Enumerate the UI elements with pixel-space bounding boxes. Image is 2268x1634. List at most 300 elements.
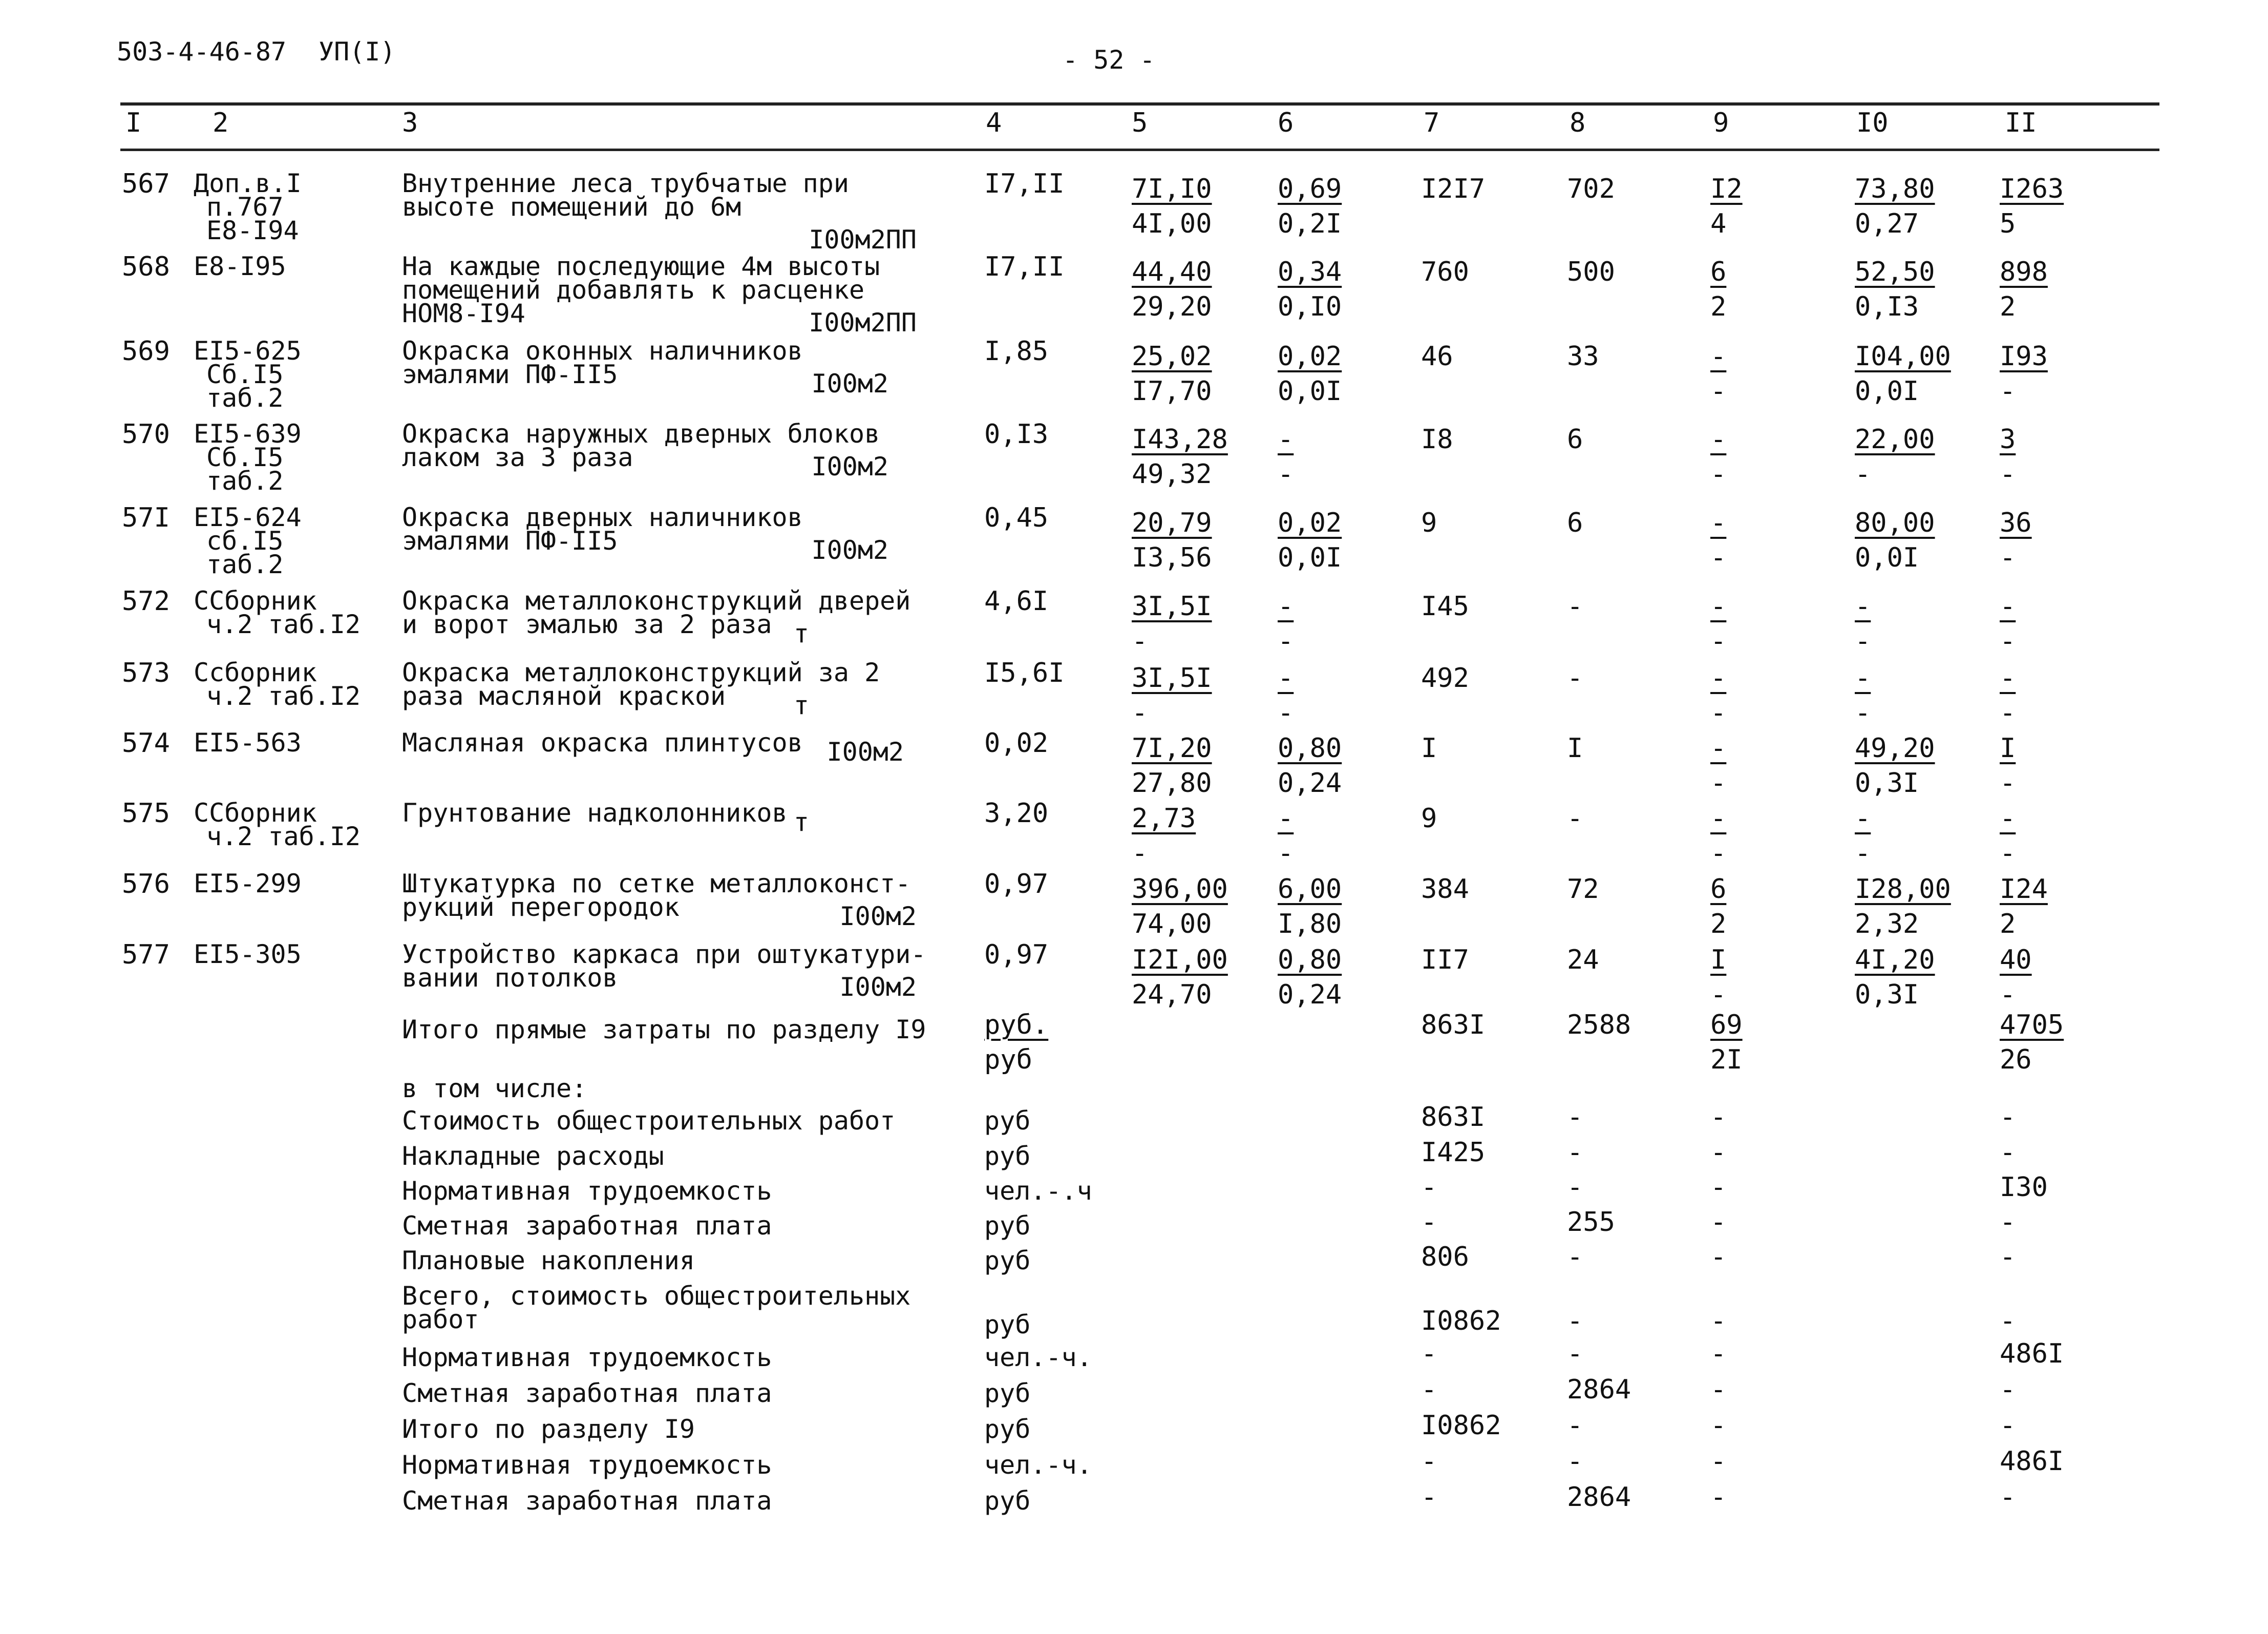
row-c5-top: 20,79 [1132, 508, 1212, 538]
summary-c9: - [1710, 1207, 1727, 1238]
row-c5-top: I2I,00 [1132, 945, 1228, 975]
col-header-4: 4 [986, 108, 1002, 138]
row-unit: I00м2 [839, 902, 917, 931]
row-c11-top: 36 [2000, 508, 2032, 538]
summary-label-line: Нормативная трудоемкость [402, 1450, 772, 1480]
row-c9-top: - [1710, 663, 1727, 694]
summary-c9: - [1710, 1242, 1727, 1272]
row-c6-bottom: - [1278, 698, 1294, 728]
row-c10-bottom: 0,0I [1855, 376, 1919, 407]
summary-c9: - [1710, 1338, 1727, 1369]
row-c6-top: 0,02 [1278, 341, 1342, 372]
row-quantity: I7,II [984, 169, 1065, 199]
table-top-rule [120, 102, 2159, 106]
summary-c11: I30 [2000, 1172, 2048, 1203]
row-c5-top: 2,73 [1132, 803, 1196, 834]
summary-c7: - [1421, 1446, 1437, 1477]
row-c6-bottom: I,80 [1278, 909, 1342, 939]
row-number: 569 [122, 336, 170, 367]
row-name-line: НОМ8-I94 [402, 299, 525, 328]
summary-c7: 863I [1421, 1102, 1486, 1133]
row-number: 57I [122, 502, 170, 533]
row-c5-bottom: 29,20 [1132, 291, 1212, 322]
row-c9-top: - [1710, 424, 1727, 455]
summary-c11: - [2000, 1207, 2016, 1238]
row-name-line: Окраска дверных наличников [402, 502, 803, 532]
row-c6-top: 0,69 [1278, 174, 1342, 204]
row-c10-bottom: 2,32 [1855, 909, 1919, 939]
row-c6-top: - [1278, 663, 1294, 694]
col-header-3: 3 [402, 108, 418, 138]
summary-c7: I0862 [1421, 1306, 1501, 1336]
row-name-line: Окраска оконных наличников [402, 336, 803, 366]
summary-c9: - [1710, 1137, 1727, 1168]
row-c11-bottom: - [2000, 768, 2016, 799]
col-header-2: 2 [213, 108, 229, 138]
row-unit: т [793, 619, 809, 648]
summary-c11: - [2000, 1242, 2016, 1272]
row-c6-bottom: - [1278, 838, 1294, 869]
row-c9-top: - [1710, 733, 1727, 764]
row-number: 576 [122, 869, 170, 899]
row-c6-bottom: 0,0I [1278, 376, 1342, 407]
row-number: 577 [122, 939, 170, 970]
row-c9-top: I2 [1710, 174, 1743, 204]
row-name-line: и ворот эмалью за 2 раза [402, 610, 772, 639]
row-c10-top: - [1855, 803, 1871, 834]
row-c10-bottom: - [1855, 838, 1871, 869]
row-c7: 9 [1421, 803, 1437, 834]
row-code-line: таб.2 [206, 383, 284, 413]
row-unit: I00м2 [811, 535, 888, 565]
summary-unit: руб [984, 1106, 1031, 1136]
row-c9-bottom: - [1710, 542, 1727, 573]
summary-label-line: Сметная заработная плата [402, 1211, 772, 1241]
totals-unit-top: руб. [984, 1010, 1049, 1040]
row-c6-bottom: 0,0I [1278, 542, 1342, 573]
row-c8: - [1567, 803, 1583, 834]
summary-c7: I0862 [1421, 1410, 1501, 1441]
summary-unit: чел.-ч. [984, 1343, 1092, 1372]
totals-unit-bottom: руб [984, 1044, 1032, 1075]
row-code-line: ССборник [194, 586, 317, 616]
row-name-line: На каждые последующие 4м высоты [402, 252, 880, 281]
row-c7: 760 [1421, 257, 1469, 287]
row-c11-top: - [2000, 663, 2016, 694]
summary-c8: - [1567, 1172, 1583, 1203]
row-c6-bottom: 0,I0 [1278, 291, 1342, 322]
row-code-line: п.767 [206, 192, 284, 222]
row-c11-top: 3 [2000, 424, 2016, 455]
col-header-6: 6 [1278, 108, 1294, 138]
summary-c7: - [1421, 1207, 1437, 1238]
row-c10-top: I28,00 [1855, 874, 1951, 905]
summary-c9: - [1710, 1446, 1727, 1477]
summary-c9: - [1710, 1102, 1727, 1133]
row-c9-bottom: - [1710, 376, 1727, 407]
totals-c8: 2588 [1567, 1010, 1631, 1040]
row-c7: 492 [1421, 663, 1469, 694]
row-name-line: Устройство каркаса при оштукатури- [402, 939, 926, 969]
summary-label-line: работ [402, 1305, 479, 1334]
row-number: 573 [122, 658, 170, 688]
row-c5-bottom: - [1132, 698, 1148, 728]
row-name-line: Окраска металлоконструкций за 2 [402, 658, 880, 687]
row-quantity: I5,6I [984, 658, 1065, 688]
totals-c9-top: 69 [1710, 1010, 1743, 1040]
row-code-line: ЕI5-305 [194, 939, 302, 969]
row-c9-top: - [1710, 803, 1727, 834]
row-c10-top: I04,00 [1855, 341, 1951, 372]
col-header-9: 9 [1713, 108, 1729, 138]
row-code-line: ЕI5-624 [194, 502, 302, 532]
row-c11-bottom: - [2000, 698, 2016, 728]
summary-label-line: Итого по разделу I9 [402, 1414, 695, 1444]
row-c9-bottom: 4 [1710, 208, 1727, 239]
row-c9-top: - [1710, 591, 1727, 622]
row-c8: 33 [1567, 341, 1599, 372]
summary-label-line: Нормативная трудоемкость [402, 1176, 772, 1206]
row-c6-top: 0,02 [1278, 508, 1342, 538]
row-name-line: эмалями ПФ-II5 [402, 360, 618, 389]
row-c11-top: I93 [2000, 341, 2048, 372]
row-c5-bottom: 74,00 [1132, 909, 1212, 939]
row-c7: I [1421, 733, 1437, 764]
row-c6-top: - [1278, 591, 1294, 622]
row-code-line: ЕI5-639 [194, 419, 302, 449]
summary-unit: чел.-ч. [984, 1450, 1092, 1480]
summary-c8: - [1567, 1102, 1583, 1133]
table-header-rule [120, 149, 2159, 151]
row-name-line: Грунтование надколонников [402, 798, 788, 828]
row-name-line: Окраска металлоконструкций дверей [402, 586, 911, 616]
row-c6-top: - [1278, 803, 1294, 834]
row-c6-top: 0,34 [1278, 257, 1342, 287]
row-c10-top: - [1855, 663, 1871, 694]
row-c9-bottom: - [1710, 768, 1727, 799]
row-name-line: рукций перегородок [402, 892, 680, 922]
row-c10-bottom: - [1855, 459, 1871, 490]
row-name-line: Окраска наружных дверных блоков [402, 419, 880, 449]
row-name-line: Штукатурка по сетке металлоконст- [402, 869, 911, 898]
row-c8: 72 [1567, 874, 1599, 905]
row-c9-bottom: - [1710, 838, 1727, 869]
summary-c9: - [1710, 1172, 1727, 1203]
col-header-7: 7 [1424, 108, 1440, 138]
row-unit: I00м2 [839, 972, 917, 1002]
summary-c8: - [1567, 1242, 1583, 1272]
row-code-line: таб.2 [206, 466, 284, 496]
row-number: 575 [122, 798, 170, 829]
row-code-line: Доп.в.I [194, 169, 302, 198]
row-c5-bottom: I7,70 [1132, 376, 1212, 407]
summary-label-line: Плановые накопления [402, 1246, 695, 1275]
row-c11-top: - [2000, 803, 2016, 834]
row-c7: 9 [1421, 508, 1437, 538]
row-c11-bottom: - [2000, 459, 2016, 490]
row-c10-bottom: 0,3I [1855, 979, 1919, 1010]
row-c7: I2I7 [1421, 174, 1486, 204]
row-name-line: высоте помещений до 6м [402, 192, 741, 222]
row-name-line: вании потолков [402, 963, 618, 993]
album-number: УП(I) [319, 37, 396, 67]
summary-label-line: Сметная заработная плата [402, 1486, 772, 1516]
row-code-line: Е8-I94 [206, 216, 299, 245]
row-quantity: 0,97 [984, 869, 1049, 899]
row-c6-top: - [1278, 424, 1294, 455]
row-c7: I8 [1421, 424, 1453, 455]
row-c5-bottom: - [1132, 626, 1148, 657]
totals-c11-top: 4705 [2000, 1010, 2064, 1040]
col-header-8: 8 [1570, 108, 1586, 138]
row-quantity: 0,45 [984, 502, 1049, 533]
row-code-line: Е8-I95 [194, 252, 286, 281]
summary-c8: - [1567, 1446, 1583, 1477]
summary-c9: - [1710, 1374, 1727, 1405]
row-c7: II7 [1421, 945, 1469, 975]
row-quantity: 0,I3 [984, 419, 1049, 450]
row-c6-bottom: 0,2I [1278, 208, 1342, 239]
row-c10-bottom: - [1855, 698, 1871, 728]
summary-c11: - [2000, 1410, 2016, 1441]
row-c11-bottom: 2 [2000, 291, 2016, 322]
including-label: в том числе: [402, 1074, 587, 1103]
row-c9-bottom: - [1710, 698, 1727, 728]
row-number: 574 [122, 728, 170, 759]
row-c6-bottom: 0,24 [1278, 979, 1342, 1010]
row-c10-top: 52,50 [1855, 257, 1935, 287]
row-unit: I00м2 [811, 452, 888, 481]
summary-c7: - [1421, 1172, 1437, 1203]
summary-c11: 486I [2000, 1338, 2064, 1369]
summary-c7: I425 [1421, 1137, 1486, 1168]
page-number: - 52 - [1063, 45, 1155, 75]
row-c10-bottom: 0,0I [1855, 542, 1919, 573]
row-c8: 6 [1567, 508, 1583, 538]
summary-c8: 255 [1567, 1207, 1615, 1238]
totals-c7: 863I [1421, 1010, 1486, 1040]
row-c5-bottom: 27,80 [1132, 768, 1212, 799]
row-c6-top: 0,80 [1278, 733, 1342, 764]
row-c8: - [1567, 663, 1583, 694]
summary-c11: 486I [2000, 1446, 2064, 1477]
totals-c11-bottom: 26 [2000, 1044, 2032, 1075]
row-quantity: I,85 [984, 336, 1049, 367]
row-c9-top: - [1710, 508, 1727, 538]
row-code-line: ЕI5-625 [194, 336, 302, 366]
summary-c8: - [1567, 1137, 1583, 1168]
row-c10-top: 22,00 [1855, 424, 1935, 455]
row-c9-bottom: - [1710, 979, 1727, 1010]
row-c7: 46 [1421, 341, 1453, 372]
row-name-line: раза масляной краской [402, 681, 726, 711]
row-c8: 6 [1567, 424, 1583, 455]
summary-label-line: Накладные расходы [402, 1141, 664, 1171]
row-unit: I00м2 [826, 737, 904, 767]
row-unit: I00м2ПП [809, 308, 917, 338]
row-c9-top: 6 [1710, 874, 1727, 905]
row-c9-bottom: 2 [1710, 909, 1727, 939]
summary-unit: руб [984, 1211, 1031, 1241]
col-header-11: II [2005, 108, 2037, 138]
row-c8: 500 [1567, 257, 1615, 287]
row-unit: I00м2ПП [809, 225, 917, 255]
row-c6-bottom: - [1278, 459, 1294, 490]
row-c7: 384 [1421, 874, 1469, 905]
row-c11-top: I263 [2000, 174, 2064, 204]
col-header-5: 5 [1132, 108, 1148, 138]
summary-c11: - [2000, 1306, 2016, 1336]
summary-unit: руб [984, 1414, 1031, 1444]
totals-c9-bottom: 2I [1710, 1044, 1743, 1075]
summary-c8: - [1567, 1410, 1583, 1441]
row-c5-top: 7I,I0 [1132, 174, 1212, 204]
row-c5-top: 25,02 [1132, 341, 1212, 372]
summary-c8: - [1567, 1306, 1583, 1336]
row-code-line: Сб.I5 [206, 360, 284, 389]
col-header-10: I0 [1856, 108, 1889, 138]
row-c11-top: I [2000, 733, 2016, 764]
row-c5-bottom: I3,56 [1132, 542, 1212, 573]
row-c6-top: 0,80 [1278, 945, 1342, 975]
row-unit: I00м2 [811, 369, 888, 399]
row-c5-top: 3I,5I [1132, 663, 1212, 694]
row-c11-bottom: 2 [2000, 909, 2016, 939]
row-c11-bottom: - [2000, 542, 2016, 573]
row-c10-top: 4I,20 [1855, 945, 1935, 975]
row-c5-bottom: 49,32 [1132, 459, 1212, 490]
summary-c7: - [1421, 1374, 1437, 1405]
row-c9-top: - [1710, 341, 1727, 372]
summary-label-line: Сметная заработная плата [402, 1378, 772, 1408]
row-c11-top: 40 [2000, 945, 2032, 975]
summary-c7: 806 [1421, 1242, 1469, 1272]
row-c9-bottom: - [1710, 459, 1727, 490]
summary-unit: руб [984, 1141, 1031, 1171]
row-number: 572 [122, 586, 170, 617]
row-c6-top: 6,00 [1278, 874, 1342, 905]
row-c11-bottom: 5 [2000, 208, 2016, 239]
summary-c11: - [2000, 1102, 2016, 1133]
summary-c9: - [1710, 1410, 1727, 1441]
row-name-line: помещений добавлять к расценке [402, 275, 865, 305]
row-unit: т [793, 690, 809, 720]
summary-c8: - [1567, 1338, 1583, 1369]
summary-label-line: Нормативная трудоемкость [402, 1343, 772, 1372]
row-c5-bottom: 4I,00 [1132, 208, 1212, 239]
document-code: 503-4-46-87 [117, 37, 287, 67]
summary-c9: - [1710, 1306, 1727, 1336]
summary-unit: руб [984, 1378, 1031, 1408]
summary-c11: - [2000, 1374, 2016, 1405]
row-c10-top: 80,00 [1855, 508, 1935, 538]
row-code-line: Ссборник [194, 658, 317, 687]
row-c8: - [1567, 591, 1583, 622]
summary-c8: 2864 [1567, 1482, 1631, 1513]
summary-unit: руб [984, 1310, 1031, 1339]
row-number: 567 [122, 169, 170, 199]
summary-c9: - [1710, 1482, 1727, 1513]
row-c5-top: I43,28 [1132, 424, 1228, 455]
row-c5-top: 7I,20 [1132, 733, 1212, 764]
row-c8: 24 [1567, 945, 1599, 975]
row-c5-top: 3I,5I [1132, 591, 1212, 622]
row-c11-bottom: - [2000, 838, 2016, 869]
row-c5-bottom: - [1132, 838, 1148, 869]
row-c8: I [1567, 733, 1583, 764]
row-unit: т [793, 807, 809, 837]
row-quantity: 0,02 [984, 728, 1049, 759]
row-quantity: I7,II [984, 252, 1065, 282]
row-code-line: ССборник [194, 798, 317, 828]
row-c10-bottom: - [1855, 626, 1871, 657]
row-c11-top: I24 [2000, 874, 2048, 905]
row-c10-top: 49,20 [1855, 733, 1935, 764]
summary-unit: руб [984, 1486, 1031, 1516]
row-name-line: лаком за 3 раза [402, 443, 633, 472]
totals-label: Итого прямые затраты по разделу I9 [402, 1015, 926, 1044]
row-quantity: 0,97 [984, 939, 1049, 970]
row-c6-bottom: - [1278, 626, 1294, 657]
row-c9-top: I [1710, 945, 1727, 975]
row-c11-bottom: - [2000, 376, 2016, 407]
row-c6-bottom: 0,24 [1278, 768, 1342, 799]
row-code-line: Сб.I5 [206, 443, 284, 472]
row-c10-bottom: 0,3I [1855, 768, 1919, 799]
summary-c11: - [2000, 1482, 2016, 1513]
row-number: 570 [122, 419, 170, 450]
row-code-line: ЕI5-299 [194, 869, 302, 898]
row-quantity: 4,6I [984, 586, 1049, 617]
row-c5-bottom: 24,70 [1132, 979, 1212, 1010]
summary-c7: - [1421, 1482, 1437, 1513]
row-c11-bottom: - [2000, 979, 2016, 1010]
row-c8: 702 [1567, 174, 1615, 204]
summary-unit: руб [984, 1246, 1031, 1275]
summary-c11: - [2000, 1137, 2016, 1168]
row-code-line: таб.2 [206, 550, 284, 579]
row-c10-top: - [1855, 591, 1871, 622]
summary-c7: - [1421, 1338, 1437, 1369]
row-name-line: Масляная окраска плинтусов [402, 728, 803, 758]
summary-label-line: Всего, стоимость общестроительных [402, 1281, 911, 1311]
summary-label-line: Стоимость общестроительных работ [402, 1106, 896, 1136]
row-c9-bottom: 2 [1710, 291, 1727, 322]
row-c10-top: 73,80 [1855, 174, 1935, 204]
row-code-line: ч.2 таб.I2 [206, 610, 361, 639]
row-c10-bottom: 0,27 [1855, 208, 1919, 239]
summary-unit: чел.-.ч [984, 1176, 1092, 1206]
row-c11-top: - [2000, 591, 2016, 622]
row-c9-top: 6 [1710, 257, 1727, 287]
row-code-line: ч.2 таб.I2 [206, 681, 361, 711]
row-quantity: 3,20 [984, 798, 1049, 829]
row-name-line: Внутренние леса трубчатые при [402, 169, 849, 198]
row-code-line: сб.I5 [206, 526, 284, 556]
row-code-line: ч.2 таб.I2 [206, 822, 361, 851]
row-c5-top: 396,00 [1132, 874, 1228, 905]
row-c9-bottom: - [1710, 626, 1727, 657]
row-c11-top: 898 [2000, 257, 2048, 287]
summary-c8: 2864 [1567, 1374, 1631, 1405]
row-number: 568 [122, 252, 170, 282]
col-header-1: I [125, 108, 142, 138]
row-name-line: эмалями ПФ-II5 [402, 526, 618, 556]
row-c11-bottom: - [2000, 626, 2016, 657]
row-c7: I45 [1421, 591, 1469, 622]
row-c10-bottom: 0,I3 [1855, 291, 1919, 322]
row-code-line: ЕI5-563 [194, 728, 302, 758]
